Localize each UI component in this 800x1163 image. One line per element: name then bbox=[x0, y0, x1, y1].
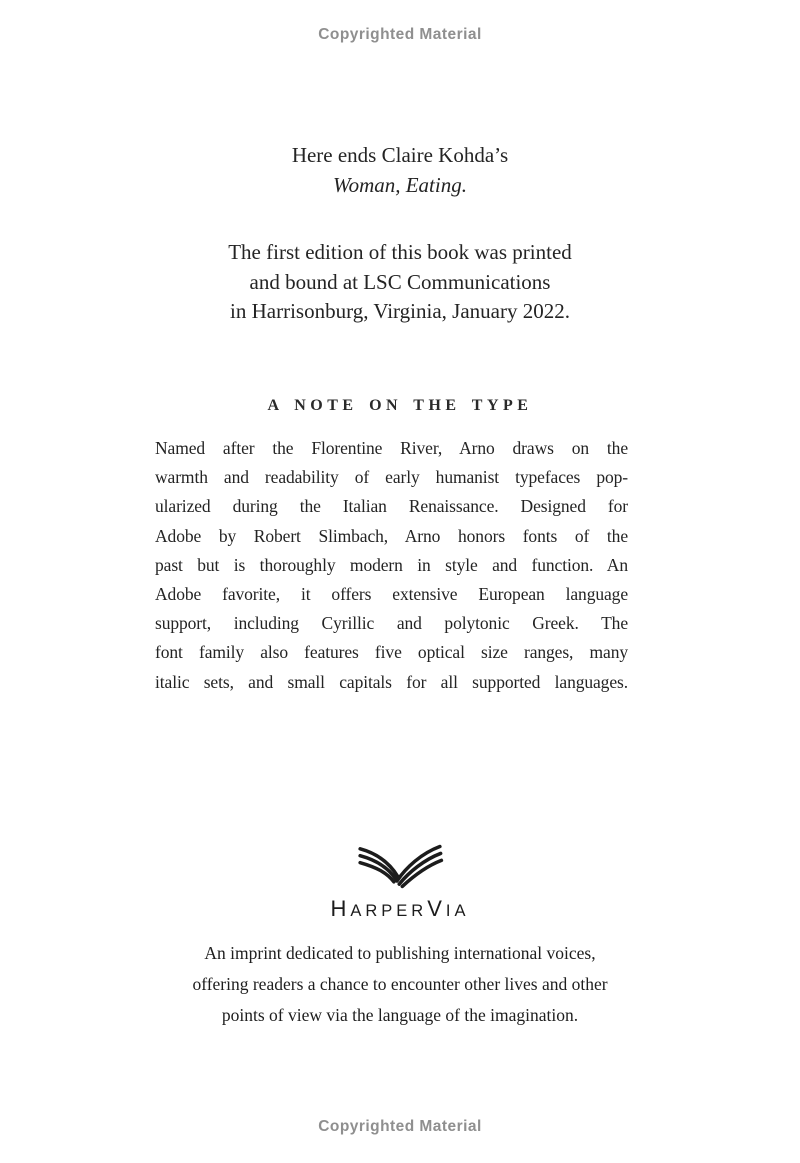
wordmark-part: V bbox=[427, 896, 446, 921]
paragraph-line: support, including Cyrillic and polytonic Greek. The bbox=[155, 613, 628, 634]
type-note-heading: A NOTE ON THE TYPE bbox=[267, 397, 533, 414]
paragraph-line: Adobe favorite, it offers extensive European language bbox=[155, 584, 628, 605]
paragraph-line: past but is thoroughly modern in style and function. An bbox=[155, 554, 628, 575]
copyright-watermark-bottom: Copyrighted Material bbox=[318, 1118, 482, 1135]
imprint-description bbox=[0, 938, 800, 1031]
printing-line: The first edition of this book was printed bbox=[228, 240, 572, 264]
wordmark-part: H bbox=[330, 896, 351, 921]
printing-note bbox=[0, 238, 800, 327]
printing-line: in Harrisonburg, Virginia, January 2022. bbox=[230, 299, 570, 323]
wordmark-part: ARPER bbox=[350, 902, 428, 920]
publisher-wordmark bbox=[0, 896, 800, 922]
book-title: Woman, Eating. bbox=[333, 173, 467, 197]
paragraph-line: ularized during the Italian Renaissance. Designed for bbox=[155, 496, 628, 517]
paragraph-line: font family also features five optical size ranges, many bbox=[155, 642, 628, 663]
paragraph-line: italic sets, and small capitals for all supported languages. bbox=[155, 671, 628, 692]
printing-line: and bound at LSC Communications bbox=[249, 269, 551, 294]
type-note-paragraph bbox=[155, 434, 628, 697]
imprint-line: offering readers a chance to encounter other lives and other bbox=[192, 974, 608, 994]
imprint-line: An imprint dedicated to publishing international voices, bbox=[204, 943, 596, 963]
copyright-watermark-top: Copyrighted Material bbox=[318, 26, 482, 43]
imprint-line: points of view via the language of the imagination. bbox=[221, 1005, 579, 1025]
harpervia-logo-icon bbox=[354, 843, 446, 893]
paragraph-line: Adobe by Robert Slimbach, Arno honors fonts of the bbox=[155, 525, 628, 546]
paragraph-line: Named after the Florentine River, Arno draws on the bbox=[155, 438, 628, 458]
wordmark-part: IA bbox=[445, 902, 470, 920]
closing-line: Here ends Claire Kohda’s bbox=[291, 143, 509, 167]
book-closing-note bbox=[0, 140, 800, 200]
paragraph-line: warmth and readability of early humanist typefaces pop- bbox=[155, 467, 628, 488]
